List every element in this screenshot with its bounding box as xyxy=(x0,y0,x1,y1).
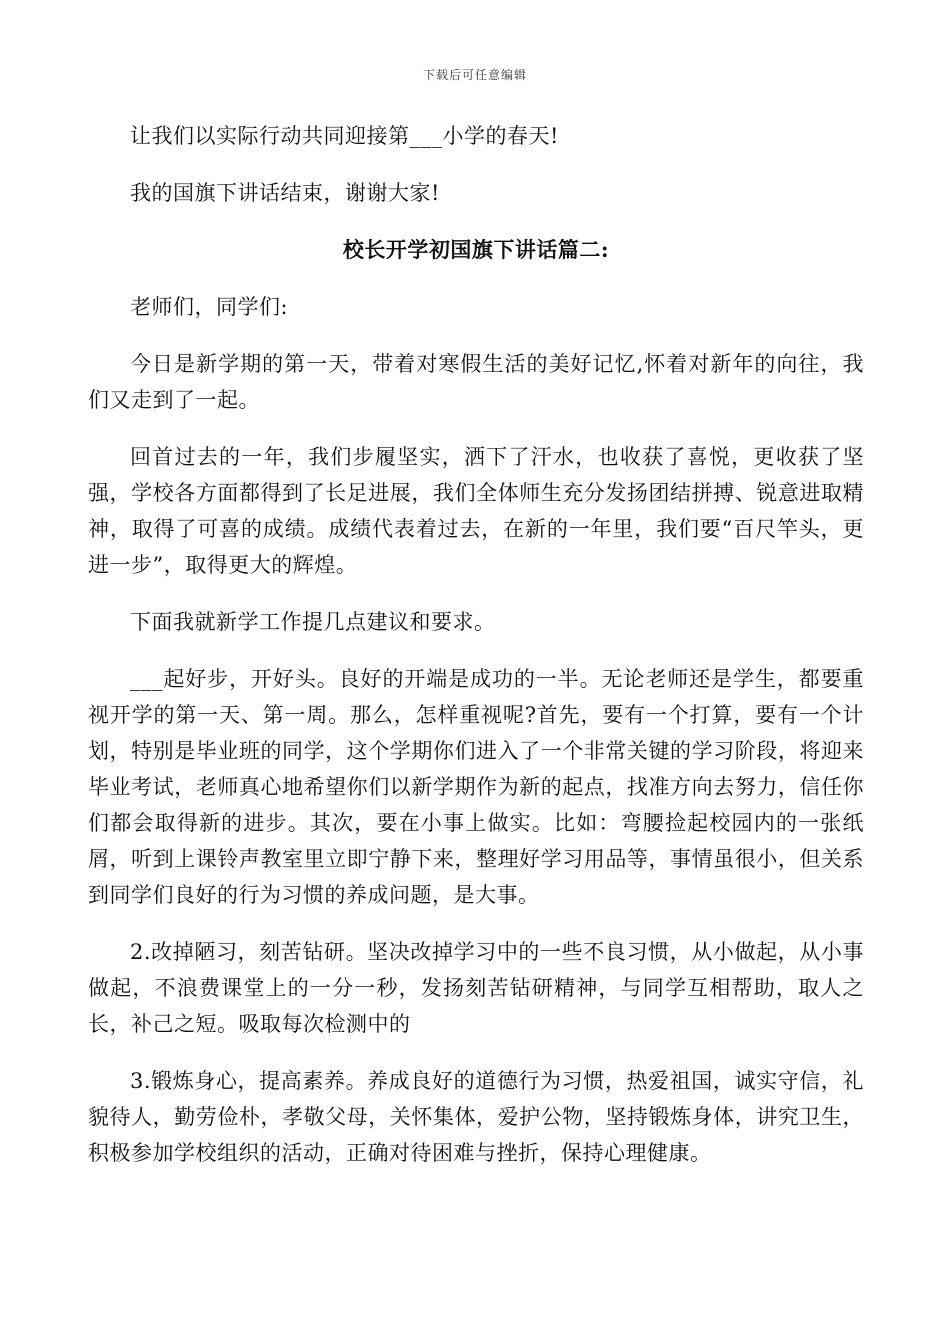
paragraph-point-3: 3.锻炼身心，提高素养。养成良好的道德行为习惯，热爱祖国，诚实守信，礼貌待人，勤劳俭朴，孝敬父母，关怀集体，爱护公物，坚持锻炼身体，讲究卫生，积极参加学校组织的活动，正确对待困难与挫折，保持心理健康。 xyxy=(88,1069,864,1165)
paragraph-greeting: 老师们，同学们: xyxy=(130,295,289,319)
page-header-note: 下载后可任意编辑 xyxy=(422,68,527,82)
paragraph-speech-end: 我的国旗下讲话结束，谢谢大家! xyxy=(130,181,440,205)
paragraph-point-2: 2.改掉陋习，刻苦钻研。坚决改掉学习中的一些不良习惯，从小做起，从小事做起，不浪费课堂上的一分一秒，发扬刻苦钻研精神，与同学互相帮助，取人之长，补己之短。吸取每次检测中的 xyxy=(88,940,864,1036)
paragraph-opening: 今日是新学期的第一天，带着对寒假生活的美好记忆,怀着对新年的向往，我们又走到了一起。 xyxy=(88,352,864,412)
section-heading: 校长开学初国旗下讲话篇二: xyxy=(342,237,610,262)
paragraph-review: 回首过去的一年，我们步履坚实，洒下了汗水，也收获了喜悦，更收获了坚强，学校各方面都得到了长足进展，我们全体师生充分发扬团结拼搏、锐意进取精神，取得了可喜的成绩。成绩代表着过去，在新的一年里，我们要“百尺竿头，更进一步”，取得更大的辉煌。 xyxy=(88,445,864,577)
paragraph-closing-call: 让我们以实际行动共同迎接第___小学的春天! xyxy=(130,124,559,148)
paragraph-intro-suggestions: 下面我就新学工作提几点建议和要求。 xyxy=(130,610,496,634)
paragraph-point-1: ___起好步，开好头。良好的开端是成功的一半。无论老师还是学生，都要重视开学的第一天、第一周。那么，怎样重视呢?首先，要有一个打算，要有一个计划，特别是毕业班的同学，这个学期你们进入了一个非常关键的学习阶段，将迎来毕业考试，老师真心地希望你们以新学期作为新的起点，找准方向去努力，信任你们都会取得新的进步。其次，要在小事上做实。比如：弯腰捡起校园内的一张纸屑，听到上课铃声教室里立即宁静下来，整理好学习用品等，事情虽很小，但关系到同学们良好的行为习惯的养成问题，是大事。 xyxy=(88,667,864,907)
document-body xyxy=(88,118,864,1192)
